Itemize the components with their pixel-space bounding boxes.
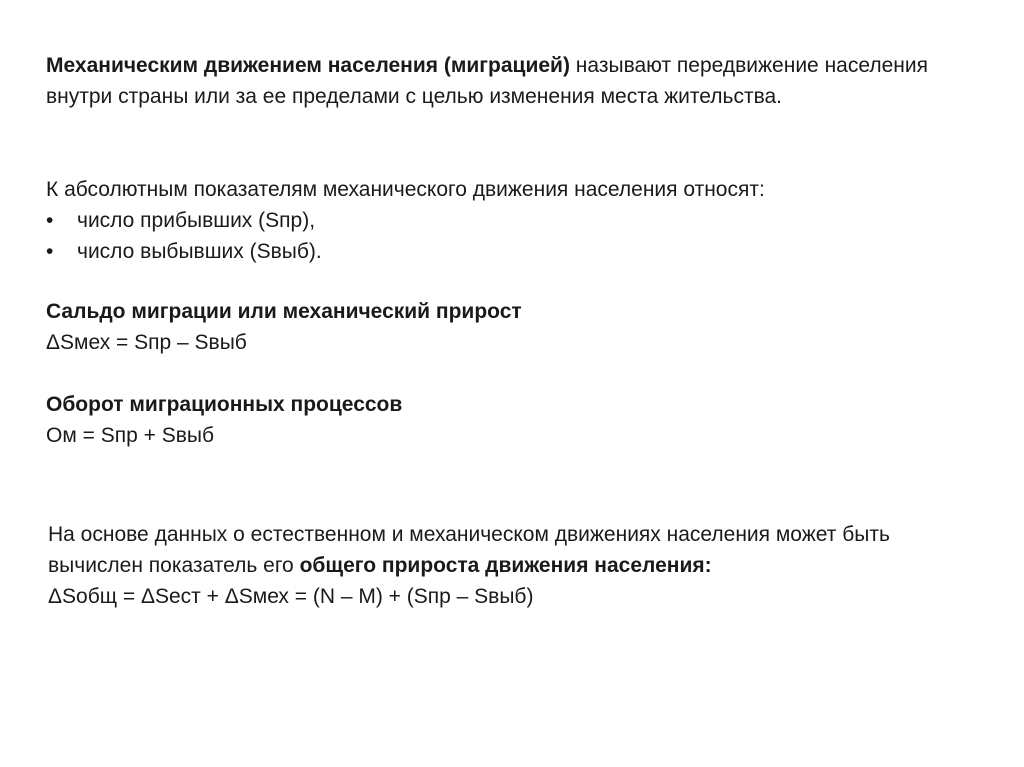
total-growth-term: общего прироста движения населения: bbox=[299, 554, 712, 577]
total-growth-section bbox=[48, 519, 988, 612]
bullet-icon: • bbox=[46, 209, 54, 232]
absolute-indicators-section bbox=[46, 174, 946, 267]
total-growth-formula: ΔSобщ = ΔSест + ΔSмех = (N – M) + (Sпр – Sвыб) bbox=[48, 585, 534, 608]
absolute-indicators-intro: К абсолютным показателям механического движения населения относят: bbox=[46, 178, 765, 201]
saldo-section bbox=[46, 296, 946, 358]
definition-text bbox=[46, 50, 946, 112]
turnover-section bbox=[46, 389, 946, 451]
turnover-heading: Оборот миграционных процессов bbox=[46, 393, 403, 416]
saldo-formula: ΔSмех = Sпр – Sвыб bbox=[46, 331, 247, 354]
bullet-icon: • bbox=[46, 240, 54, 263]
indicator-label: число выбывших (Sвыб). bbox=[77, 240, 322, 263]
saldo-heading: Сальдо миграции или механический прирост bbox=[46, 300, 522, 323]
definition-body: называют передвижение населения внутри страны или за ее пределами с целью изменения места жительства. bbox=[46, 54, 928, 108]
total-growth-text bbox=[48, 519, 988, 581]
indicator-list bbox=[46, 205, 946, 267]
indicator-item-departures bbox=[46, 236, 946, 267]
turnover-formula: Ом = Sпр + Sвыб bbox=[46, 424, 214, 447]
indicator-label: число прибывших (Sпр), bbox=[77, 209, 316, 232]
total-growth-body: На основе данных о естественном и механическом движениях населения может быть вычислен показатель его bbox=[48, 523, 890, 577]
definition-paragraph bbox=[46, 50, 946, 112]
indicator-item-arrivals bbox=[46, 205, 946, 236]
definition-term: Механическим движением населения (миграцией) bbox=[46, 54, 570, 77]
